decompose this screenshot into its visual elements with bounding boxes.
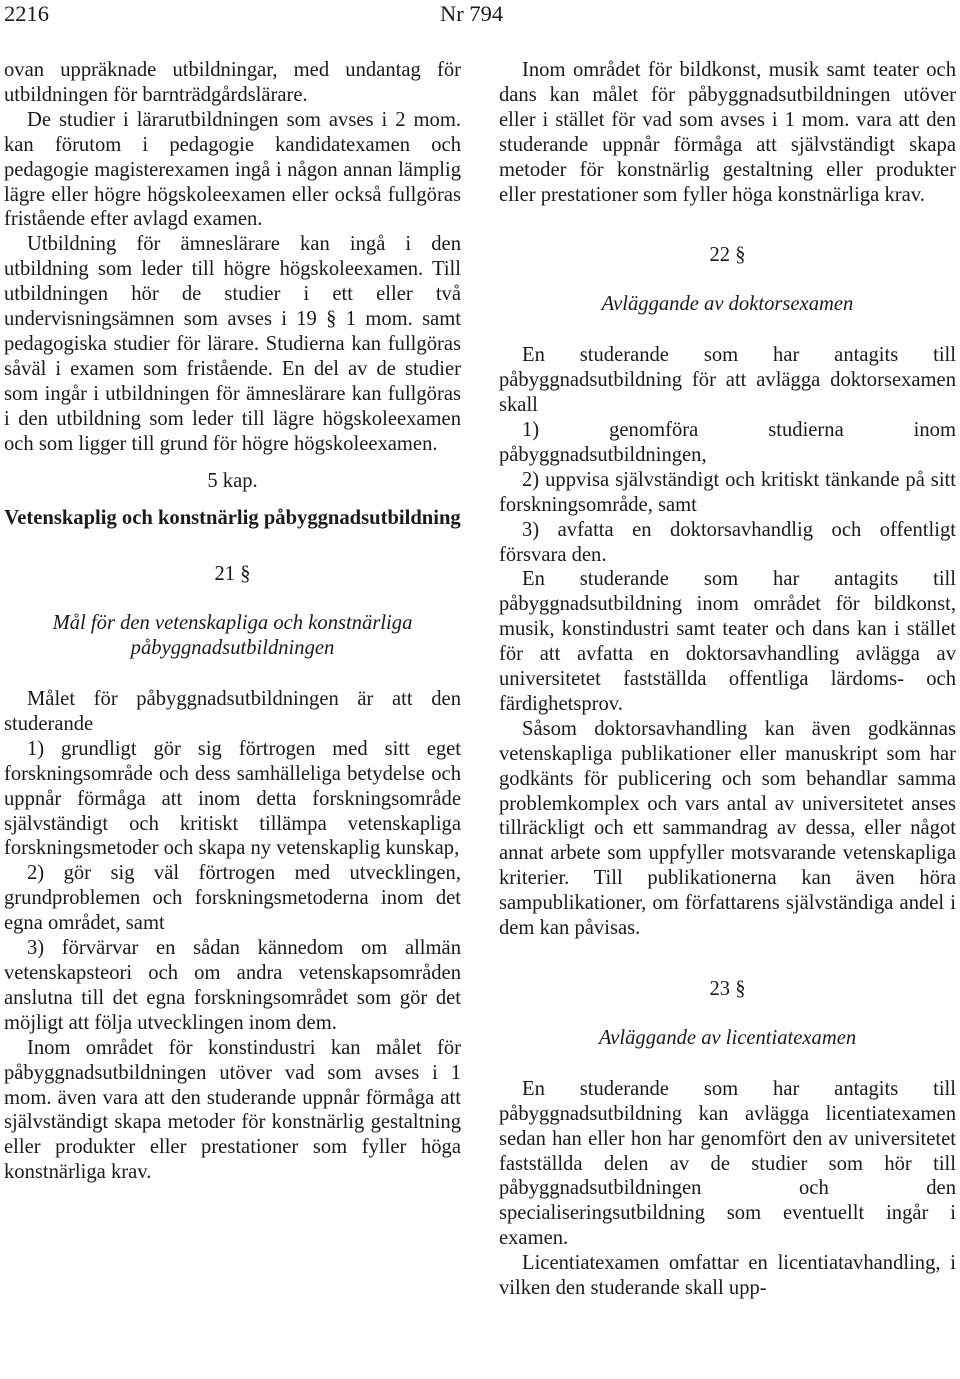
- list-item: 3) förvärvar en sådan kännedom om allmän vetenskapsteori och om andra vetenskapsområden anslutna till det egna forskningsområdet som gör det möjligt att följa utvecklingen inom dem.: [4, 937, 461, 1034]
- section-mark: 21 §: [214, 563, 251, 586]
- body-paragraph: En studerande som har antagits till påbyggnadsutbildning kan avlägga licentiatexamen sedan han eller hon har genomfört den av universitetet fastställda delen av de studier som hör till påbyggnadsutbildningen och den specialiseringsutbildning som eventuellt ingår i examen.: [499, 1077, 956, 1250]
- body-paragraph: Såsom doktorsavhandling kan även godkännas vetenskapliga publikationer eller manuskript som har godkänts för publicering och som behandlar samma problemkomplex och vars antal av universitetet anses tillräckligt och ett sammandrag av dessa, eller något annat arbete som uppfyller motsvarande vetenskapliga kriterier. Till publikationerna kan även höra sampublikationer, om författarens självständiga andel i dem kan påvisas.: [499, 717, 956, 940]
- list-item: 2) gör sig väl förtrogen med utvecklingen, grundproblemen och forskningsmetoderna inom det egna området, samt: [4, 862, 461, 935]
- section-title: Avläggande av licentiatexamen: [598, 1026, 857, 1049]
- chapter-heading: Vetenskaplig och konstnärlig påbyggnadsutbildning: [4, 507, 461, 530]
- body-paragraph: En studerande som har antagits till påbyggnadsutbildning inom området för bildkonst, musik, konstindustri samt teater och dans kan i stället för att avfatta en doktorsavhandling avlägga av universitetet fastställda offentliga lärdoms- och färdighetsprov.: [499, 568, 956, 715]
- body-paragraph: En studerande som har antagits till påbyggnadsutbildning för att avlägga doktorsexamen skall: [499, 344, 956, 417]
- list-item: 1) genomföra studierna inom påbyggnadsutbildningen,: [499, 418, 956, 466]
- left-column: [4, 58, 461, 1185]
- page-header: [0, 0, 960, 34]
- list-item: 1) grundligt gör sig förtrogen med sitt eget forskningsområde och dess samhälleliga betydelse och uppnår förmåga att inom detta forskningsområde självständigt och kritiskt tillämpa vetenskapliga forskningsmetoder och skapa ny vetenskaplig kunskap,: [4, 737, 461, 860]
- body-paragraph: ovan uppräknade utbildningar, med undantag för utbildningen för barnträdgårdslärare.: [4, 59, 461, 106]
- body-paragraph: Licentiatexamen omfattar en licentiatavhandling, i vilken den studerande skall upp-: [499, 1252, 956, 1300]
- body-paragraph: Utbildning för ämneslärare kan ingå i den utbildning som leder till högre högskoleexamen. Till utbildningen hör de studier i ett eller två undervisningsämnen som avses i 19 § 1 mom. samt pedagogiska studier för lärare. Studierna kan fullgöras såväl i examen som fristående. En del av de studier som ingår i utbildningen för ämneslärare kan fullgöras i den utbildning som leder till lägre högskoleexamen och som ligger till grund för högre högskoleexamen.: [4, 233, 461, 455]
- body-paragraph: Inom området för bildkonst, musik samt teater och dans kan målet för påbyggnadsutbildningen utöver eller i stället för vad som avses i 1 mom. vara att den studerande uppnår förmåga att självständigt skapa metoder för konstnärlig gestaltning eller produkter eller prestationer som fyller höga konstnärliga krav.: [499, 59, 956, 206]
- section-title: Avläggande av doktorsexamen: [601, 293, 854, 316]
- chapter-label: 5 kap.: [207, 469, 258, 492]
- page-number: 2216: [4, 1, 49, 26]
- section-title: Mål för den vetenskapliga och konstnärliga påbyggnadsutbildningen: [52, 612, 413, 660]
- section-mark: 23 §: [709, 978, 746, 1000]
- list-item: 3) avfatta en doktorsavhandlig och offentligt försvara den.: [499, 518, 956, 566]
- body-paragraph: De studier i lärarutbildningen som avses i 2 mom. kan förutom i pedagogie kandidatexamen och pedagogie magisterexamen ingå i någon annan lämplig lägre eller högre högskoleexamen eller också fullgöras fristående efter avlagd examen.: [4, 108, 461, 231]
- list-item: 2) uppvisa självständigt och kritiskt tänkande på sitt forskningsområde, samt: [499, 468, 956, 516]
- section-mark: 22 §: [709, 244, 746, 267]
- body-paragraph: Inom området för konstindustri kan målet för påbyggnadsutbildningen utöver vad som avses i 1 mom. även vara att den studerande uppnår förmåga att självständigt skapa metoder för konstnärlig gestaltning eller produkter eller prestationer som fyller höga konstnärliga krav.: [4, 1036, 461, 1184]
- right-column: [499, 58, 956, 1301]
- body-paragraph: Målet för påbyggnadsutbildningen är att den studerande: [4, 688, 461, 735]
- issue-number: Nr 794: [440, 1, 504, 26]
